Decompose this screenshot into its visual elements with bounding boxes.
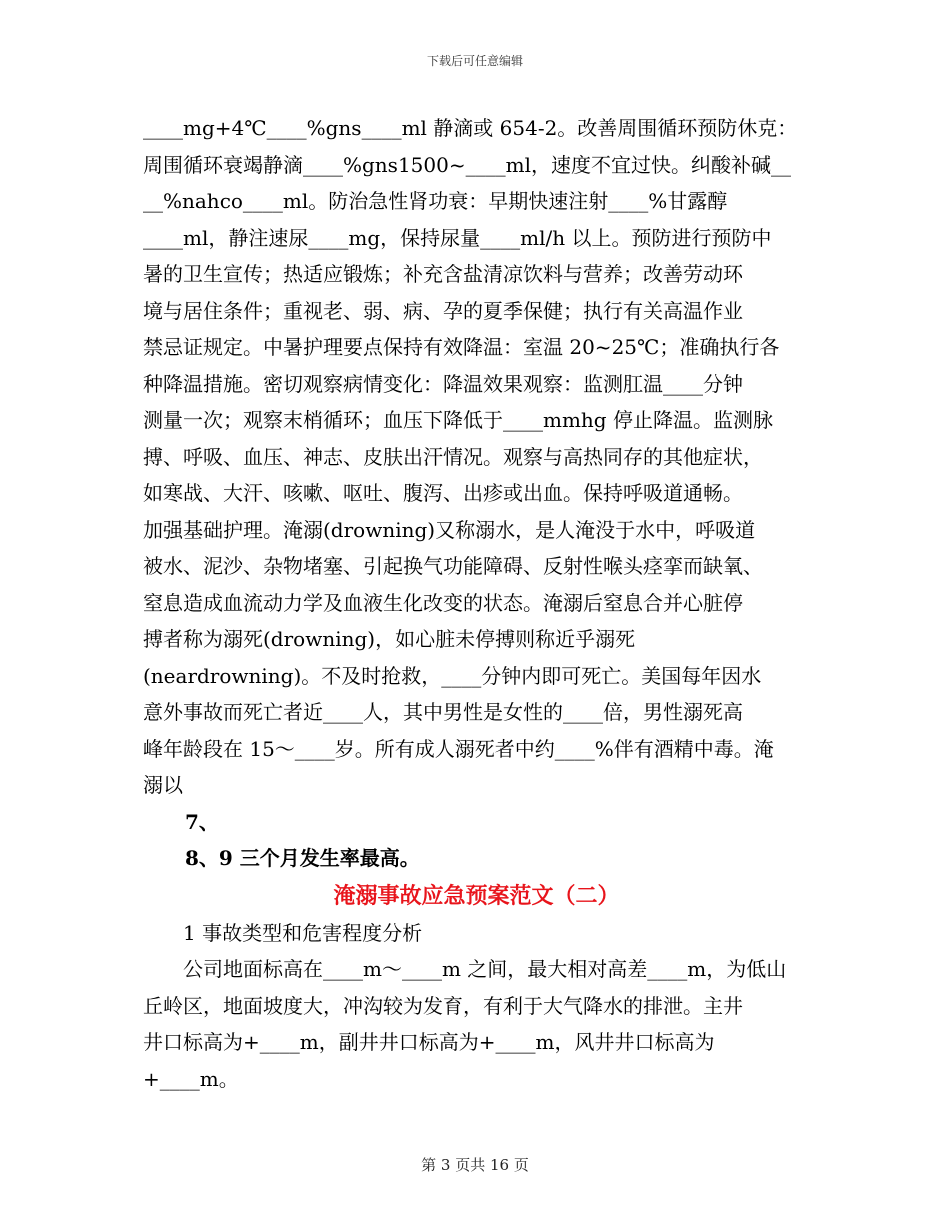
paragraph-1 bbox=[143, 110, 810, 804]
text-line: 如寒战、大汗、咳嗽、呕吐、腹泻、出疹或出血。保持呼吸道通畅。 bbox=[143, 481, 743, 505]
text-line: (neardrowning)。不及时抢救，____分钟内即可死亡。美国每年因水 bbox=[143, 663, 762, 688]
text-line: 种降温措施。密切观察病情变化：降温效果观察：监测肛温____分钟 bbox=[143, 371, 743, 396]
paragraph-2 bbox=[143, 951, 810, 1097]
text-line: 禁忌证规定。中暑护理要点保持有效降温：室温 20~25℃；准确执行各 bbox=[143, 335, 780, 359]
text-line: 被水、泥沙、杂物堵塞、引起换气功能障碍、反射性喉头痉挛而缺氧、 bbox=[143, 554, 763, 578]
text-line: 井口标高为+____m，副井井口标高为+____m，风井井口标高为 bbox=[143, 1030, 715, 1054]
text-line: 加强基础护理。淹溺(drowning)又称溺水，是人淹没于水中，呼吸道 bbox=[143, 517, 756, 542]
text-line: 暑的卫生宣传；热适应锻炼；补充含盐清凉饮料与营养；改善劳动环 bbox=[143, 262, 743, 286]
list-item: 8、9 三个月发生率最高。 bbox=[185, 846, 420, 870]
text-line: ____ml，静注速尿____mg，保持尿量____ml/h 以上。预防进行预防中 bbox=[143, 225, 772, 250]
text-line: 境与居住条件；重视老、弱、病、孕的夏季保健；执行有关高温作业 bbox=[143, 298, 743, 323]
page-header: 下载后可任意编辑 bbox=[426, 54, 523, 68]
numbered-list bbox=[143, 804, 810, 877]
text-line: 意外事故而死亡者近____人，其中男性是女性的____倍，男性溺死高 bbox=[143, 700, 743, 724]
text-line: 窒息造成血流动力学及血液生化改变的状态。淹溺后窒息合并心脏停 bbox=[143, 590, 743, 615]
text-line: 峰年龄段在 15～____岁。所有成人溺死者中约____%伴有酒精中毒。淹 bbox=[143, 736, 774, 761]
text-line: 周围循环衰竭静滴____%gns1500~____ml，速度不宜过快。纠酸补碱__ bbox=[143, 152, 791, 177]
text-line: 测量一次；观察末梢循环；血压下降低于____mmhg 停止降温。监测脉 bbox=[143, 408, 773, 432]
text-line: 公司地面标高在____m～____m 之间，最大相对高差____m，为低山 bbox=[183, 957, 787, 981]
text-line: 丘岭区，地面坡度大，冲沟较为发育，有利于大气降水的排泄。主井 bbox=[143, 993, 743, 1018]
document-body bbox=[143, 110, 810, 1097]
text-line: +____m。 bbox=[143, 1066, 239, 1091]
text-line: __%nahco____ml。防治急性肾功衰：早期快速注射____%甘露醇 bbox=[143, 189, 728, 213]
page-footer: 第 3 页共 16 页 bbox=[421, 1156, 529, 1174]
text-line: 搏、呼吸、血压、神志、皮肤出汗情况。观察与高热同存的其他症状， bbox=[143, 444, 763, 469]
section-subheading: 1 事故类型和危害程度分析 bbox=[183, 920, 423, 945]
section-heading: 淹溺事故应急预案范文（二） bbox=[333, 882, 620, 909]
text-line: 溺以 bbox=[143, 773, 183, 797]
list-item: 7、 bbox=[185, 809, 219, 834]
text-line: ____mg+4℃____%gns____ml 静滴或 654-2。改善周围循环预防休克： bbox=[143, 116, 798, 140]
text-line: 搏者称为溺死(drowning)，如心脏未停搏则称近乎溺死 bbox=[143, 627, 636, 651]
